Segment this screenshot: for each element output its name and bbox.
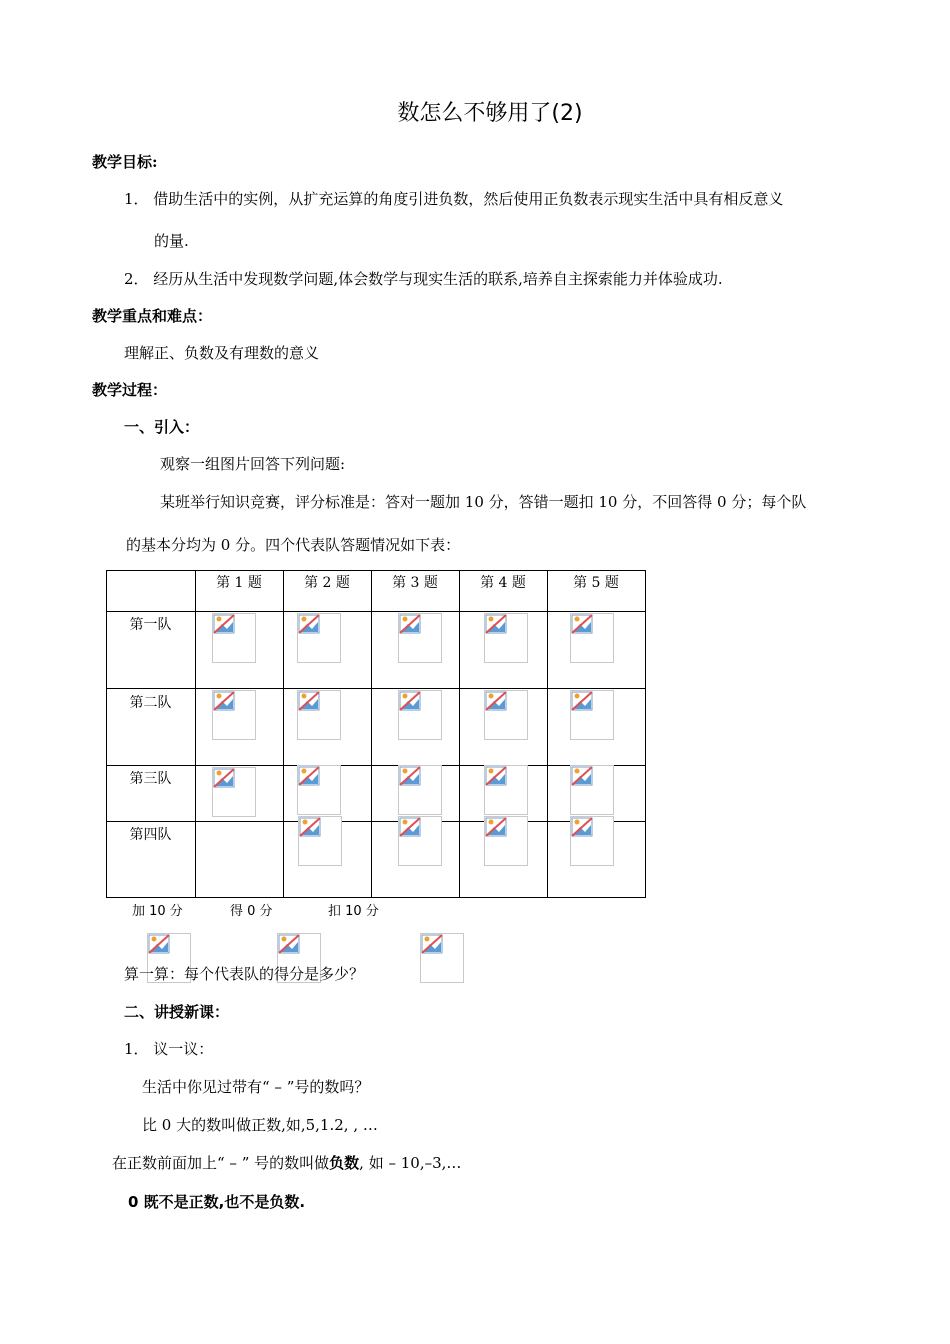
section1-heading: 一、引入： bbox=[124, 418, 200, 436]
calc-question: 算一算：每个代表队的得分是多少？ bbox=[124, 965, 365, 983]
table-header-q3: 第 3 题 bbox=[392, 575, 438, 591]
broken-image-icon bbox=[398, 816, 442, 866]
table-header-q2: 第 2 题 bbox=[304, 575, 350, 591]
broken-image-icon bbox=[212, 767, 256, 817]
section2-sub1: 1． 议一议： bbox=[124, 1040, 214, 1058]
table-row-label-1: 第一队 bbox=[129, 617, 172, 633]
process-heading: 教学过程： bbox=[92, 381, 168, 399]
broken-image-icon bbox=[570, 690, 614, 740]
intro-line-3: 的基本分均为 0 分。四个代表队答题情况如下表： bbox=[126, 536, 461, 554]
legend-minus-image bbox=[420, 933, 464, 983]
table-row-label-4: 第四队 bbox=[129, 827, 172, 843]
negative-term: 负数 bbox=[329, 1154, 360, 1172]
section2-line4: 0 既不是正数,也不是负数. bbox=[128, 1193, 306, 1211]
legend-add: 加 10 分 bbox=[132, 904, 183, 919]
section2-line3: 在正数前面加上“ – ” 号的数叫做负数, 如 – 10,–3,… bbox=[112, 1154, 462, 1172]
broken-image-icon bbox=[484, 816, 528, 866]
section2-heading: 二、讲授新课： bbox=[124, 1003, 230, 1021]
intro-line-1: 观察一组图片回答下列问题: bbox=[160, 455, 346, 473]
table-row-label-2: 第二队 bbox=[129, 695, 172, 711]
goals-heading: 教学目标: bbox=[92, 153, 158, 171]
section2-line1: 生活中你见过带有“ – ”号的数吗？ bbox=[142, 1078, 370, 1096]
broken-image-icon bbox=[398, 613, 442, 663]
legend-minus: 扣 10 分 bbox=[328, 904, 379, 919]
broken-image-icon bbox=[398, 690, 442, 740]
broken-image-icon bbox=[297, 690, 341, 740]
broken-image-icon bbox=[484, 765, 528, 815]
page-title: 数怎么不够用了(2) bbox=[397, 101, 583, 126]
table-header-q4: 第 4 题 bbox=[480, 575, 526, 591]
broken-image-icon bbox=[570, 765, 614, 815]
table-header-q5: 第 5 题 bbox=[573, 575, 619, 591]
broken-image-icon bbox=[212, 613, 256, 663]
keypoints-heading: 教学重点和难点： bbox=[92, 307, 213, 325]
broken-image-icon bbox=[484, 690, 528, 740]
broken-image-icon bbox=[484, 613, 528, 663]
broken-image-icon bbox=[297, 765, 341, 815]
keypoints-text: 理解正、负数及有理数的意义 bbox=[124, 344, 320, 362]
goal-item-1: 1． 借助生活中的实例，从扩充运算的角度引进负数，然后使用正负数表示现实生活中具有相反意义 bbox=[124, 190, 784, 208]
legend-zero: 得 0 分 bbox=[230, 904, 273, 919]
table-row-label-3: 第三队 bbox=[129, 771, 172, 787]
broken-image-icon bbox=[298, 816, 342, 866]
broken-image-icon bbox=[570, 816, 614, 866]
goal-item-2: 2． 经历从生活中发现数学问题,体会数学与现实生活的联系,培养自主探索能力并体验成功. bbox=[124, 270, 723, 288]
broken-image-icon bbox=[570, 613, 614, 663]
section2-line2: 比 0 大的数叫做正数,如,5,1.2, , … bbox=[142, 1116, 378, 1134]
broken-image-icon bbox=[212, 690, 256, 740]
intro-line-2: 某班举行知识竞赛，评分标准是：答对一题加 10 分，答错一题扣 10 分，不回答得 0 分；每个队 bbox=[160, 493, 807, 511]
table-header-q1: 第 1 题 bbox=[216, 575, 262, 591]
broken-image-icon bbox=[297, 613, 341, 663]
broken-image-icon bbox=[398, 765, 442, 815]
goal-item-1-cont: 的量. bbox=[154, 232, 189, 250]
